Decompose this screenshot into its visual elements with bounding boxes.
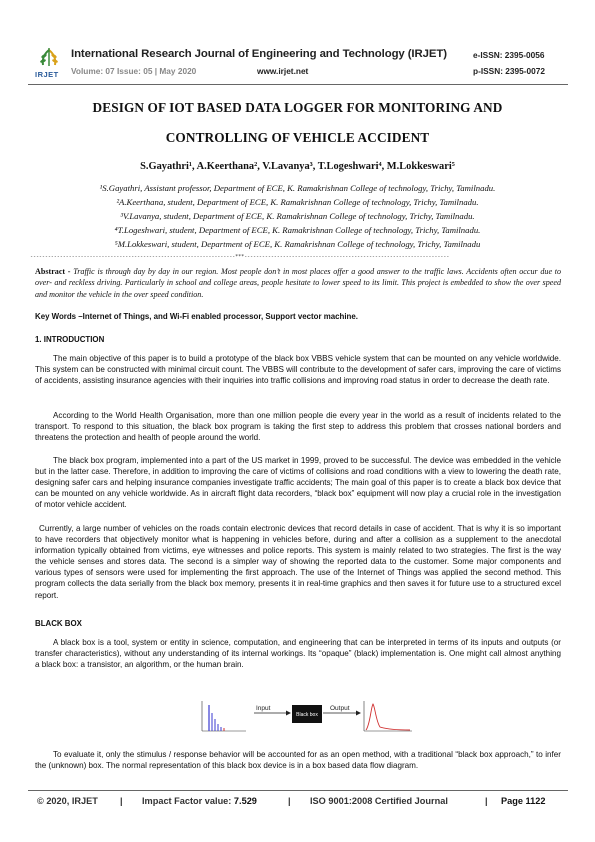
- affiliation-1: ¹S.Gayathri, Assistant professor, Department of ECE, K. Ramakrishnan College of technology, Trichy, Tamilnadu.: [99, 183, 496, 193]
- affiliation-4: ⁴T.Logeshwari, student, Department of ECE, K. Ramakrishnan College of technology, Trichy, Tamilnadu.: [114, 225, 481, 235]
- header-divider: [28, 84, 568, 85]
- black-box-diagram: [196, 697, 414, 735]
- input-signal-plot: [202, 701, 246, 731]
- section-heading-black-box: BLACK BOX: [35, 619, 82, 628]
- affiliation-5: ⁵M.Lokkeswari, student, Department of ECE, K. Ramakrishnan College of technology, Trichy, Tamilnadu: [114, 239, 481, 249]
- impact-factor-value: 7.529: [233, 796, 257, 806]
- section-separator: ---------------------------------------------------------------------***---------------------------------------------------------------------: [30, 254, 450, 260]
- black-box-paragraph: A black box is a tool, system or entity in science, computation, and engineering that can be interpreted in terms of its inputs and outputs (or transfer characteristics), without any understanding of its internal workings. Its “opaque” (black) implementation is. One might call almost anything a black box: a transistor, an algorithm, or the human brain.: [35, 638, 561, 670]
- journal-website-link[interactable]: www.irjet.net: [257, 66, 309, 76]
- footer-divider: [28, 790, 568, 791]
- author-list: S.Gayathri¹, A.Keerthana², V.Lavanya³, T.Logeshwari⁴, M.Lokkeswari⁵: [140, 161, 455, 172]
- page-number: Page 1122: [501, 796, 546, 806]
- p-issn: p-ISSN: 2395-0072: [473, 66, 545, 76]
- intro-paragraph-1: The main objective of this paper is to build a prototype of the black box VBBS vehicle system that can be mounted on any vehicle worldwide. This system can be constructed with minimal circuit count. The VBBS will contribute to the development of safer cars, improving the care of victims of accidents, assisting insurance agencies with their inquiries into traffic collisions and improving road status in order to decrease the death rate.: [35, 354, 561, 386]
- output-signal-plot: [364, 701, 412, 731]
- section-heading-introduction: 1. INTRODUCTION: [35, 335, 105, 344]
- e-issn: e-ISSN: 2395-0056: [473, 50, 545, 60]
- evaluate-paragraph: To evaluate it, only the stimulus / response behavior will be accounted for as an open method, with a traditional “black box approach,” to infer the (unknown) box. The normal representation of this black box device is in a box based data flow diagram.: [35, 750, 561, 771]
- footer-separator: |: [288, 796, 291, 806]
- diagram-output-label: Output: [330, 705, 350, 712]
- logo-text: IRJET: [35, 70, 59, 79]
- diagram-input-label: Input: [256, 705, 271, 712]
- impact-factor: [142, 796, 257, 806]
- affiliation-2: ²A.Keerthana, student, Department of ECE, K. Ramakrishnan College of technology, Trichy, Tamilnadu.: [116, 197, 479, 207]
- volume-issue: Volume: 07 Issue: 05 | May 2020: [71, 66, 197, 76]
- intro-paragraph-2: According to the World Health Organisation, more than one million people die every year in the world as a result of incidents related to the transport. To respond to this situation, the black box program is taking the first step to address this problem that crosses national borders and threatens the protection and health of people around the world.: [35, 411, 561, 443]
- intro-paragraph-4: Currently, a large number of vehicles on the roads contain electronic devices that record details in case of accident. That is why it is so important to have recorders that objectively monitor what is happening in vehicles before, during and after a collision as a supplement to the anecdotal information typically obtained from victims, eye witnesses and police reports. This system is mainly related to two strategies. The first is the way the vehicle senses and stores data. The second is a simpler way of showing the reported data to the customer. Some major components and various types of sensors were used for implementing the first approach. The use of the Internet of Things was applied the second method. This program collects the data serially from the black box memory, presents it in real-time graphics and then saves it for future use to a structured excel report.: [35, 524, 561, 600]
- abstract-label: Abstract -: [35, 267, 71, 276]
- footer-separator: |: [485, 796, 488, 806]
- paper-title-line-1: DESIGN OF IOT BASED DATA LOGGER FOR MONITORING AND: [92, 100, 503, 115]
- iso-certification: ISO 9001:2008 Certified Journal: [310, 796, 448, 806]
- abstract: [35, 266, 561, 300]
- diagram-box-label: Black box: [296, 712, 318, 718]
- paper-title-line-2: CONTROLLING OF VEHICLE ACCIDENT: [165, 130, 430, 145]
- journal-logo: [34, 46, 64, 80]
- intro-paragraph-3: The black box program, implemented into a part of the US market in 1999, proved to be successful. The device was embedded in the vehicle but in the latter case. Therefore, in addition to improving the care of victims of collisions and road conditions with a view to lowering the death rate, designing safer cars and helping insurance companies investigate traffic accidents; The main goal of this paper is to create a black box device that can be mounted on any vehicle worldwide. As in aircraft flight data recorders, “black box” equipment will now play a crucial role in the investigation of motor vehicle accident.: [35, 456, 561, 510]
- footer-separator: |: [120, 796, 123, 806]
- abstract-text: Traffic is through day by day in our region. Most people don’t in most places offer a good answer to the traffic laws. Accidents often occur due to over- and reckless driving. Particularly in school and college areas, people hesitate to lower speed to its limit. This project is embedded to show the over speed and monitor the vehicle in the over speed condition.: [35, 267, 562, 299]
- keywords: Key Words –Internet of Things, and Wi-Fi enabled processor, Support vector machine.: [35, 312, 358, 321]
- affiliation-3: ³V.Lavanya, student, Department of ECE, K. Ramakrishnan College of technology, Trichy, Tamilnadu.: [120, 211, 475, 221]
- journal-name: International Research Journal of Engineering and Technology (IRJET): [71, 48, 447, 60]
- copyright: © 2020, IRJET: [37, 796, 98, 806]
- impact-factor-label: Impact Factor value:: [142, 796, 232, 806]
